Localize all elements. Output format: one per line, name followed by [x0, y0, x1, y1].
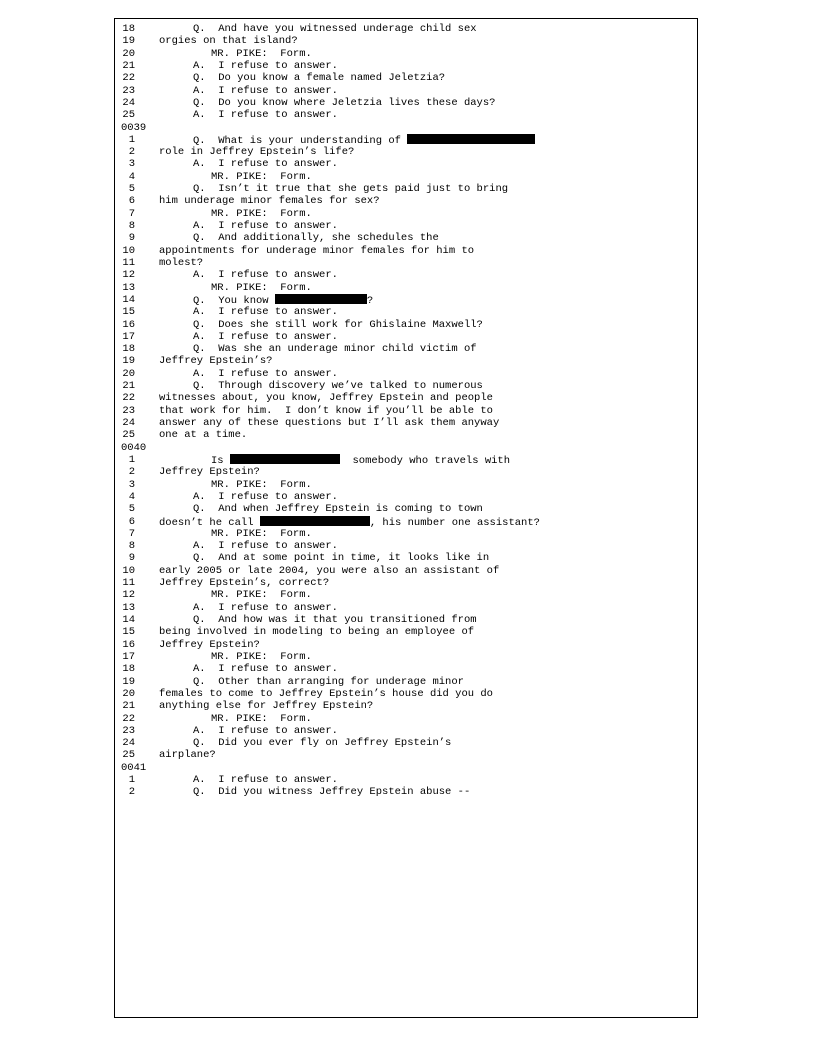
transcript-line: [121, 48, 693, 60]
line-text-content: A. I refuse to answer.: [193, 330, 338, 343]
line-number: 24: [122, 96, 135, 109]
line-text: [193, 614, 477, 626]
redaction-bar: [275, 294, 367, 304]
transcript-line: [121, 294, 693, 306]
line-text: [193, 368, 338, 380]
line-text-content: Q. Did you witness Jeffrey Epstein abuse --: [193, 786, 471, 799]
line-text-content: females to come to Jeffrey Epstein’s house did you do: [159, 687, 493, 700]
transcript-line: [121, 35, 693, 47]
line-text: [193, 23, 477, 35]
line-text-content: doesn’t he call: [159, 516, 260, 529]
transcript-line: [121, 146, 693, 158]
line-number: 16: [122, 638, 135, 651]
line-text: [159, 577, 329, 589]
line-number: 20: [122, 687, 135, 700]
line-text: [159, 749, 216, 761]
line-text: [159, 429, 247, 441]
transcript-line: [121, 725, 693, 737]
line-text: [193, 737, 451, 749]
line-number: 24: [122, 417, 135, 429]
line-text-content: role in Jeffrey Epstein’s life?: [159, 146, 355, 159]
line-number: 25: [122, 749, 135, 762]
redaction-bar: [407, 134, 535, 144]
transcript-line: [121, 405, 693, 417]
line-text: [193, 676, 464, 688]
line-text: [159, 257, 203, 269]
transcript-line: [121, 749, 693, 761]
page-number: 0039: [121, 121, 147, 134]
line-text-content: A. I refuse to answer.: [193, 158, 338, 171]
line-text: [193, 158, 338, 170]
line-text-content: anything else for Jeffrey Epstein?: [159, 700, 374, 713]
line-text: [159, 355, 272, 367]
line-text-content: MR. PIKE: Form.: [211, 47, 312, 60]
line-number: 25: [122, 109, 135, 122]
transcript-line: [121, 343, 693, 355]
line-text: [193, 725, 338, 737]
line-text: [211, 48, 312, 60]
line-number: 4: [128, 490, 135, 503]
line-text: [193, 380, 483, 392]
transcript-line: [121, 282, 693, 294]
line-number: 7: [128, 207, 135, 220]
transcript-line: [121, 368, 693, 380]
transcript-line: [121, 639, 693, 651]
line-text: [211, 479, 312, 491]
line-text-content: Q. Was she an underage minor child victim of: [193, 343, 477, 356]
line-number: 22: [122, 392, 135, 405]
line-number: 23: [122, 404, 135, 417]
line-text: [159, 700, 373, 712]
line-text: [193, 306, 338, 318]
page-marker: [121, 442, 693, 454]
line-text: [159, 626, 474, 638]
line-text-content: appointments for underage minor females for him to: [159, 244, 475, 257]
line-number: 22: [122, 72, 135, 85]
line-text-content: A. I refuse to answer.: [193, 109, 338, 122]
line-text: [193, 269, 338, 281]
line-number: 17: [122, 650, 135, 663]
line-text: [159, 516, 540, 529]
line-text: [193, 60, 338, 72]
line-number: 1: [128, 774, 135, 787]
line-text: [193, 774, 338, 786]
transcript-line: [121, 577, 693, 589]
transcript-line: [121, 232, 693, 244]
line-text-content: Q. And at some point in time, it looks like in: [193, 552, 490, 565]
line-number: 14: [122, 614, 135, 626]
line-text-content: Q. Other than arranging for underage minor: [193, 675, 464, 688]
line-text: [193, 602, 338, 614]
transcript-line: [121, 552, 693, 564]
line-number: 2: [128, 146, 135, 159]
page-marker: [121, 762, 693, 774]
line-number: 25: [122, 429, 135, 442]
line-text-content: A. I refuse to answer.: [193, 59, 338, 72]
line-text-content: A. I refuse to answer.: [193, 367, 338, 380]
line-text-content: Q. Isn’t it true that she gets paid just to bring: [193, 183, 509, 196]
line-text: [193, 343, 477, 355]
line-text-content: Jeffrey Epstein’s, correct?: [159, 577, 330, 590]
line-number: 9: [128, 232, 135, 245]
line-number: 8: [128, 220, 135, 232]
transcript-line: [121, 417, 693, 429]
line-text-content: orgies on that island?: [159, 35, 298, 48]
transcript-lines: [121, 23, 693, 799]
line-text-content: Q. And have you witnessed underage child sex: [193, 23, 477, 35]
line-text-content: being involved in modeling to being an employee of: [159, 626, 475, 639]
line-text-content: Q. And additionally, she schedules the: [193, 232, 439, 245]
line-number: 17: [122, 330, 135, 343]
transcript-line: [121, 245, 693, 257]
line-text-content: Q. Do you know a female named Jeletzia?: [193, 72, 446, 85]
line-text: [159, 688, 493, 700]
transcript-line: [121, 220, 693, 232]
line-text-content: MR. PIKE: Form.: [211, 650, 312, 663]
transcript-line: [121, 331, 693, 343]
line-number: 19: [122, 675, 135, 688]
line-text-content: Q. Does she still work for Ghislaine Maxwell?: [193, 318, 483, 331]
line-text: [159, 417, 499, 429]
line-text-content: A. I refuse to answer.: [193, 84, 338, 97]
page-number: 0040: [121, 441, 147, 454]
line-text: [159, 195, 380, 207]
line-text-content: that work for him. I don’t know if you’ll be able to: [159, 404, 493, 417]
transcript-line: [121, 183, 693, 195]
line-number: 9: [128, 552, 135, 565]
line-text-content: A. I refuse to answer.: [193, 490, 338, 503]
line-text: [159, 565, 499, 577]
line-text-content: early 2005 or late 2004, you were also an assistant of: [159, 564, 500, 577]
line-text-content: Q. And when Jeffrey Epstein is coming to town: [193, 503, 483, 516]
transcript-line: [121, 60, 693, 72]
line-number: 2: [128, 786, 135, 799]
line-number: 18: [122, 23, 135, 35]
line-number: 13: [122, 281, 135, 294]
line-text: [193, 319, 483, 331]
line-number: 15: [122, 306, 135, 319]
line-number: 8: [128, 540, 135, 553]
transcript-line: [121, 257, 693, 269]
line-text: [159, 35, 298, 47]
line-number: 22: [122, 712, 135, 725]
line-number: 15: [122, 626, 135, 639]
line-text: [159, 466, 260, 478]
line-text: [193, 232, 439, 244]
transcript-line: [121, 171, 693, 183]
page-number: 0041: [121, 761, 147, 774]
line-number: 5: [128, 503, 135, 516]
transcript-line: [121, 626, 693, 638]
line-text-content: A. I refuse to answer.: [193, 269, 338, 282]
transcript-line: [121, 134, 693, 146]
line-text-content: MR. PIKE: Form.: [211, 207, 312, 220]
line-number: 21: [122, 700, 135, 713]
line-number: 11: [122, 577, 135, 590]
transcript-line: [121, 713, 693, 725]
transcript-line: [121, 688, 693, 700]
transcript-line: [121, 479, 693, 491]
transcript-line: [121, 589, 693, 601]
line-number: 18: [122, 343, 135, 356]
line-text: [211, 171, 312, 183]
line-text: [193, 72, 445, 84]
line-text-content: MR. PIKE: Form.: [211, 170, 312, 183]
line-text: [211, 208, 312, 220]
transcript-line: [121, 355, 693, 367]
line-text-content: A. I refuse to answer.: [193, 724, 338, 737]
line-text-content: one at a time.: [159, 429, 248, 442]
page-marker: [121, 122, 693, 134]
transcript-line: [121, 306, 693, 318]
line-text-content: Jeffrey Epstein?: [159, 466, 260, 479]
line-text-content: MR. PIKE: Form.: [211, 527, 312, 540]
redaction-bar: [260, 516, 370, 526]
line-text: [193, 85, 338, 97]
line-text-content: A. I refuse to answer.: [193, 220, 338, 232]
line-text: [193, 552, 489, 564]
line-text: [193, 220, 338, 232]
line-text: [193, 540, 338, 552]
line-number: 10: [122, 244, 135, 257]
line-text-content: A. I refuse to answer.: [193, 663, 338, 676]
transcript-line: [121, 786, 693, 798]
line-number: 20: [122, 47, 135, 60]
line-number: 23: [122, 724, 135, 737]
line-text-after-redaction: somebody who travels with: [339, 454, 511, 467]
transcript-line: [121, 565, 693, 577]
line-text-content: A. I refuse to answer.: [193, 540, 338, 553]
transcript-line: [121, 737, 693, 749]
transcript-line: [121, 195, 693, 207]
line-number: 1: [128, 453, 135, 466]
line-number: 1: [128, 133, 135, 146]
line-number: 21: [122, 380, 135, 393]
line-text-content: A. I refuse to answer.: [193, 601, 338, 614]
transcript-line: [121, 528, 693, 540]
line-text-content: Q. Did you ever fly on Jeffrey Epstein’s: [193, 737, 452, 750]
line-number: 12: [122, 269, 135, 282]
line-text-content: MR. PIKE: Form.: [211, 712, 312, 725]
transcript-line: [121, 23, 693, 35]
transcript-page: [114, 18, 698, 1018]
line-number: 3: [128, 158, 135, 171]
line-number: 19: [122, 355, 135, 368]
line-text: [211, 713, 312, 725]
transcript-line: [121, 466, 693, 478]
line-text-content: MR. PIKE: Form.: [211, 281, 312, 294]
transcript-line: [121, 72, 693, 84]
line-text: [211, 528, 312, 540]
transcript-line: [121, 109, 693, 121]
transcript-line: [121, 158, 693, 170]
line-text: [193, 331, 338, 343]
line-text-content: Is: [211, 454, 230, 467]
line-text: [193, 183, 508, 195]
line-number: 12: [122, 589, 135, 602]
redaction-bar: [230, 454, 340, 464]
line-text: [211, 651, 312, 663]
transcript-line: [121, 208, 693, 220]
line-text: [193, 786, 470, 798]
line-text: [159, 245, 474, 257]
transcript-line: [121, 651, 693, 663]
line-text: [159, 639, 260, 651]
line-text: [193, 491, 338, 503]
line-text: [193, 294, 373, 307]
line-number: 6: [128, 195, 135, 208]
line-number: 24: [122, 737, 135, 750]
line-number: 23: [122, 84, 135, 97]
transcript-line: [121, 429, 693, 441]
transcript-line: [121, 676, 693, 688]
transcript-line: [121, 269, 693, 281]
line-text-content: Q. What is your understanding of: [193, 134, 408, 147]
line-number: 20: [122, 367, 135, 380]
transcript-line: [121, 392, 693, 404]
line-text-content: Q. You know: [193, 294, 275, 307]
line-number: 7: [128, 527, 135, 540]
line-text-content: Jeffrey Epstein’s?: [159, 355, 273, 368]
transcript-line: [121, 454, 693, 466]
line-text: [211, 454, 510, 467]
line-number: 14: [122, 293, 135, 306]
transcript-line: [121, 319, 693, 331]
line-text: [193, 663, 338, 675]
transcript-line: [121, 540, 693, 552]
line-text-after-redaction: ?: [366, 294, 374, 307]
transcript-line: [121, 97, 693, 109]
line-text: [193, 503, 483, 515]
line-text: [159, 405, 493, 417]
line-number: 13: [122, 601, 135, 614]
line-number: 2: [128, 466, 135, 479]
transcript-line: [121, 380, 693, 392]
line-text-content: molest?: [159, 256, 204, 269]
line-text-content: A. I refuse to answer.: [193, 774, 338, 787]
line-text-content: Q. Do you know where Jeletzia lives these days?: [193, 96, 496, 109]
line-number: 3: [128, 478, 135, 491]
line-text-content: Q. And how was it that you transitioned from: [193, 614, 477, 626]
line-text-content: A. I refuse to answer.: [193, 306, 338, 319]
line-text-after-redaction: , his number one assistant?: [369, 516, 540, 529]
line-text-content: Q. Through discovery we’ve talked to numerous: [193, 380, 483, 393]
line-text-content: witnesses about, you know, Jeffrey Epstein and people: [159, 392, 493, 405]
transcript-line: [121, 614, 693, 626]
transcript-line: [121, 85, 693, 97]
line-number: 18: [122, 663, 135, 676]
line-text: [193, 134, 535, 147]
line-number: 21: [122, 59, 135, 72]
transcript-line: [121, 503, 693, 515]
line-text: [193, 97, 495, 109]
transcript-line: [121, 663, 693, 675]
line-text: [159, 392, 493, 404]
transcript-line: [121, 602, 693, 614]
line-text: [193, 109, 338, 121]
transcript-line: [121, 516, 693, 528]
line-number: 10: [122, 564, 135, 577]
line-text-content: airplane?: [159, 749, 216, 762]
line-number: 5: [128, 183, 135, 196]
line-text-content: him underage minor females for sex?: [159, 195, 380, 208]
line-text: [211, 282, 312, 294]
transcript-line: [121, 491, 693, 503]
line-text-content: answer any of these questions but I’ll ask them anyway: [159, 417, 500, 429]
line-number: 16: [122, 318, 135, 331]
line-number: 11: [122, 256, 135, 269]
line-text: [159, 146, 354, 158]
line-number: 4: [128, 170, 135, 183]
line-text: [211, 589, 312, 601]
transcript-line: [121, 700, 693, 712]
transcript-line: [121, 774, 693, 786]
line-text-content: MR. PIKE: Form.: [211, 589, 312, 602]
line-number: 6: [128, 515, 135, 528]
line-number: 19: [122, 35, 135, 48]
line-text-content: MR. PIKE: Form.: [211, 478, 312, 491]
line-text-content: Jeffrey Epstein?: [159, 638, 260, 651]
